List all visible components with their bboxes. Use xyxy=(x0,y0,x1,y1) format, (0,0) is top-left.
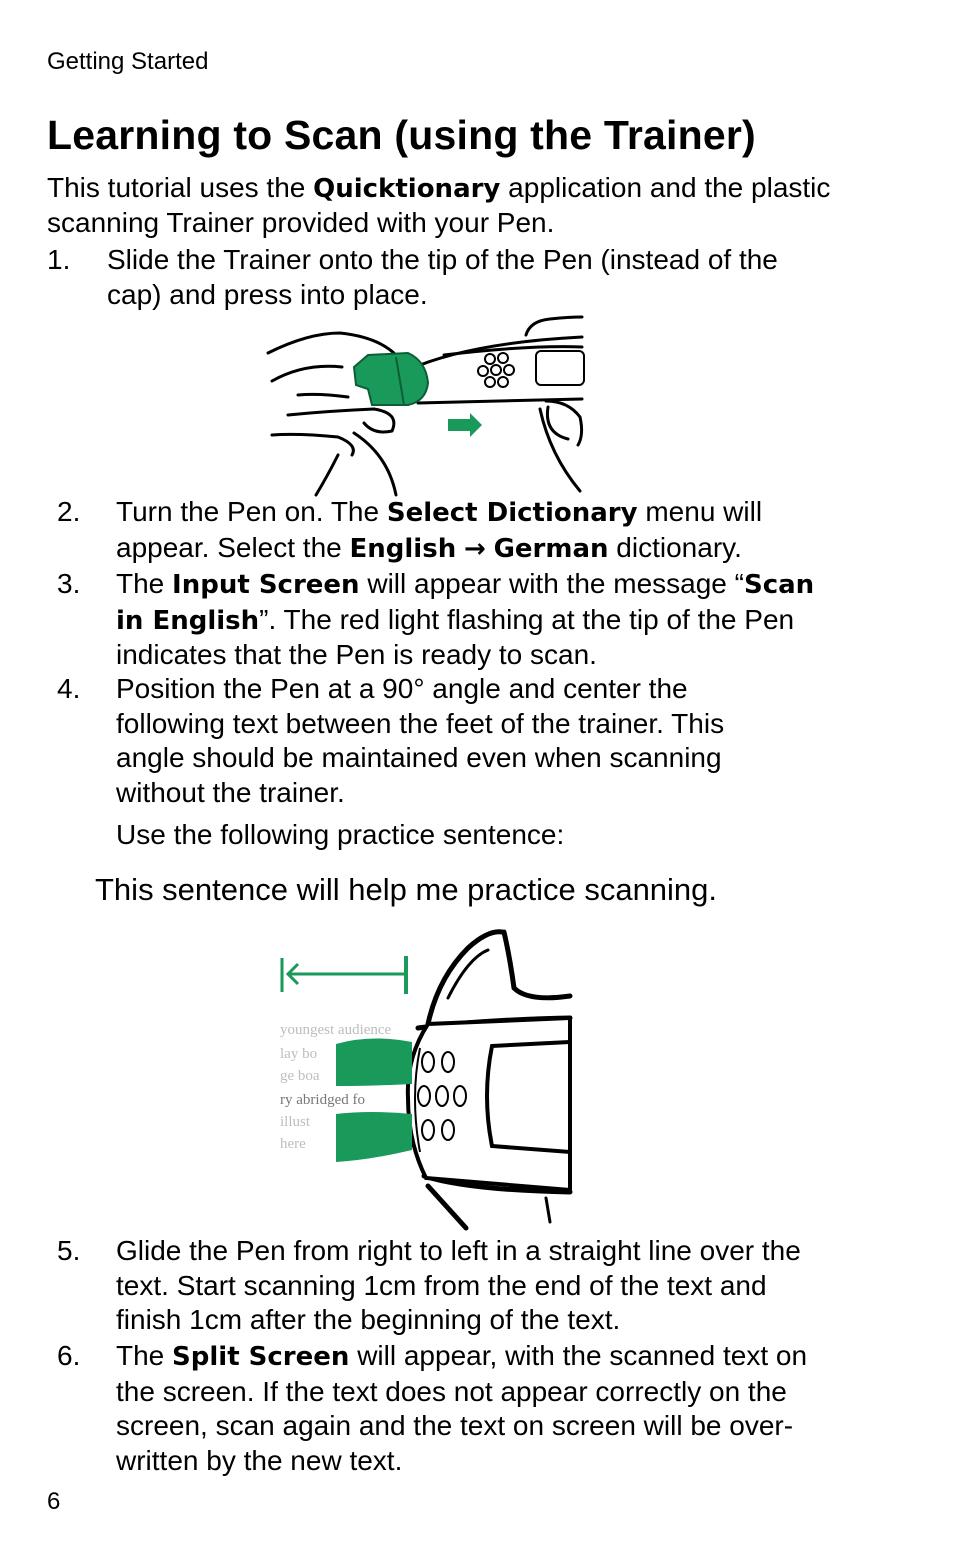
step-text: Turn the Pen on. The Select Dictionary menu will appear. Select the English → German dictionary. xyxy=(116,496,763,564)
step-number: 4. xyxy=(57,673,81,704)
scanning-position-illustration xyxy=(278,928,572,1234)
step-number: 5. xyxy=(57,1235,81,1266)
sample-text-line: youngest audience xyxy=(280,1022,392,1038)
screen-name: Input Screen xyxy=(172,570,360,600)
intro-app-name: Quicktionary xyxy=(313,174,501,204)
step-number: 3. xyxy=(57,568,81,599)
arrow-icon: → xyxy=(464,533,486,564)
running-header: Getting Started xyxy=(47,48,209,75)
step-number: 6. xyxy=(57,1340,81,1371)
step-number: 2. xyxy=(57,496,81,527)
step-text: The Input Screen will appear with the message “Scan in English”. The red light flashing at the tip of the Pen indicates that the Pen is ready to scan. xyxy=(116,568,815,670)
page-title: Learning to Scan (using the Trainer) xyxy=(47,112,756,158)
target-language: German xyxy=(493,533,609,564)
step-number: 1. xyxy=(47,244,71,275)
message-text: Scan in English xyxy=(116,570,815,636)
menu-name: Select Dictionary xyxy=(386,498,638,528)
step-text: The Split Screen will appear, with the scanned text on the screen. If the text does not appear correctly on the screen, scan again and the text on screen will be over-written by the new text. xyxy=(116,1340,808,1476)
sample-text-line: lay bo xyxy=(280,1046,318,1062)
practice-sentence: This sentence will help me practice scanning. xyxy=(95,872,718,907)
step-text: Slide the Trainer onto the tip of the Pen (instead of the cap) and press into place. xyxy=(107,244,778,310)
sample-text-line: ge boa xyxy=(280,1068,320,1084)
sample-text-line: illust xyxy=(280,1114,311,1130)
screen-name: Split Screen xyxy=(172,1342,350,1372)
trainer-attach-illustration xyxy=(268,315,584,495)
sample-text-line: ry abridged fo xyxy=(280,1092,365,1108)
intro-text-1: This tutorial uses the xyxy=(47,172,314,203)
intro-paragraph xyxy=(47,171,847,240)
intro-text-2: application and the plastic scanning Trainer provided with your Pen. xyxy=(47,172,831,238)
step-4-note: Use the following practice sentence: xyxy=(116,819,565,850)
step-text: Glide the Pen from right to left in a straight line over the text. Start scanning 1cm from the end of the text and finish 1cm after the beginning of the text. xyxy=(116,1235,801,1335)
step-text: Position the Pen at a 90° angle and center the following text between the feet of the trainer. This angle should be maintained even when scanning without the trainer. xyxy=(116,673,725,808)
page-number: 6 xyxy=(47,1488,61,1515)
sample-text-line: here xyxy=(280,1136,306,1152)
source-language: English xyxy=(349,533,457,564)
